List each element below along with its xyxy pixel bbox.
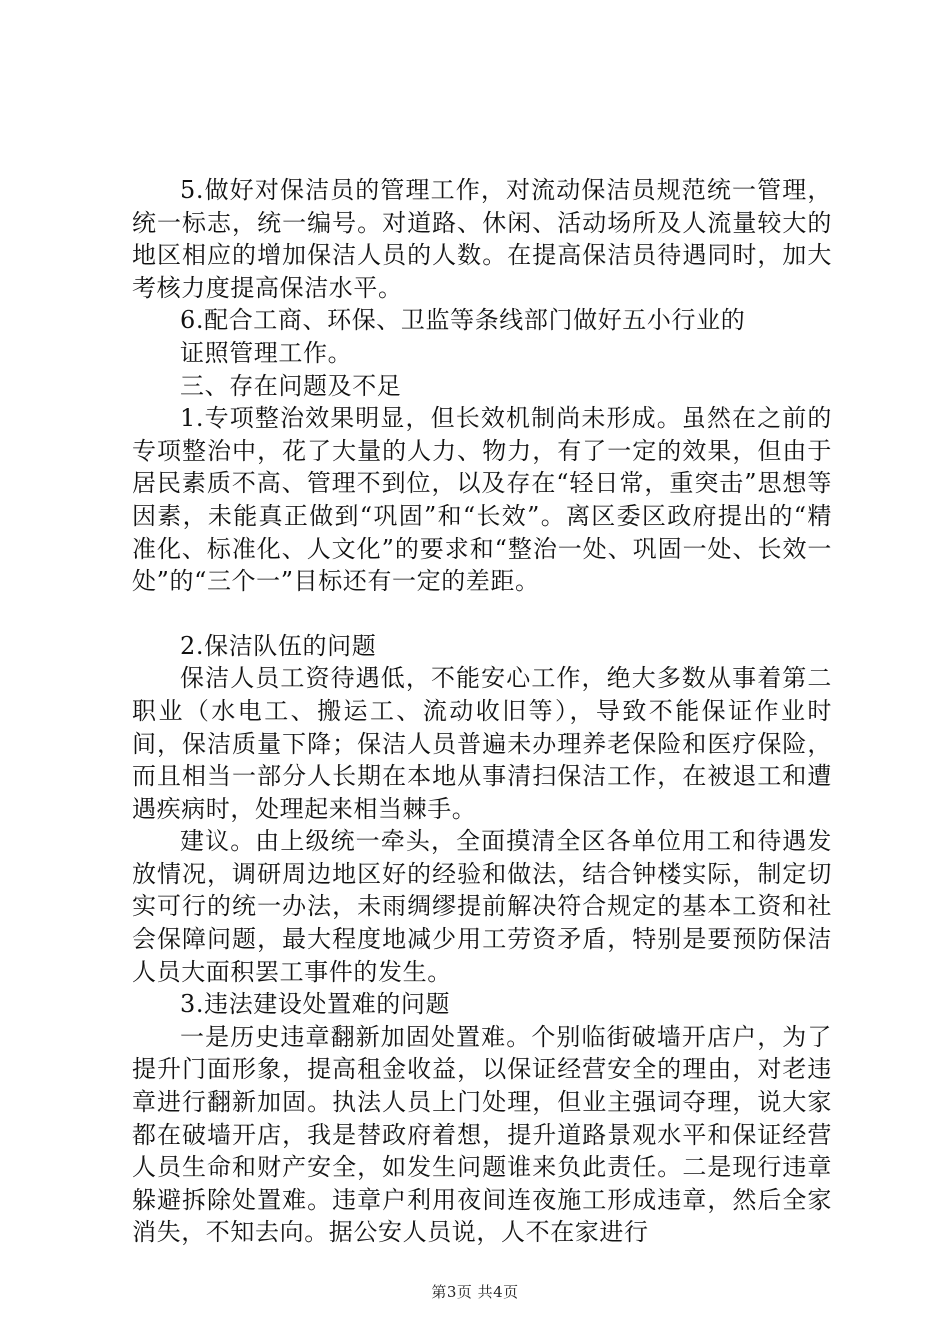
paragraph-cleaner-management: 5.做好对保洁员的管理工作，对流动保洁员规范统一管理，统一标志，统一编号。对道路、休闲、活动场所及人流量较大的地区相应的增加保洁人员的人数。在提高保洁员待遇同时，加大考核力度提高保洁水平。 <box>132 176 832 302</box>
paragraph-cooperate-departments: 6.配合工商、环保、卫监等条线部门做好五小行业的 <box>180 306 746 335</box>
subheading-illegal-construction: 3.违法建设处置难的问题 <box>180 990 451 1019</box>
paragraph-illegal-construction-detail: 一是历史违章翻新加固处置难。个别临街破墙开店户，为了提升门面形象，提高租金收益，以保证经营安全的理由，对老违章进行翻新加固。执法人员上门处理，但业主强词夺理，说大家都在破墙开店，我是替政府着想，提升道路景观水平和保证经营人员生命和财产安全，如发生问题谁来负此责任。二是现行违章躲避拆除处置难。违章户利用夜间连夜施工形成违章，然后全家消失，不知去向。据公安人员说，人不在家进行 <box>132 1022 832 1247</box>
subheading-cleaning-team: 2.保洁队伍的问题 <box>180 631 377 660</box>
paragraph-special-rectification: 1.专项整治效果明显，但长效机制尚未形成。虽然在之前的专项整治中，花了大量的人力、物力，有了一定的效果，但由于居民素质不高、管理不到位，以及存在“轻日常，重突击”思想等因素，未能真正做到“巩固”和“长效”。离区委区政府提出的“精准化、标准化、人文化”的要求和“整治一处、巩固一处、长效一处”的“三个一”目标还有一定的差距。 <box>132 404 832 596</box>
paragraph-suggestion: 建议。由上级统一牵头，全面摸清全区各单位用工和待遇发放情况，调研周边地区好的经验和做法，结合钟楼实际，制定切实可行的统一办法，未雨绸缪提前解决符合规定的基本工资和社会保障问题，最大程度地减少用工劳资矛盾，特别是要预防保洁人员大面积罢工事件的发生。 <box>132 827 832 986</box>
section-heading-problems: 三、存在问题及不足 <box>180 371 402 400</box>
paragraph-license-management: 证照管理工作。 <box>180 338 353 367</box>
paragraph-cleaner-wages: 保洁人员工资待遇低，不能安心工作，绝大多数从事着第二职业（水电工、搬运工、流动收旧等），导致不能保证作业时间，保洁质量下降；保洁人员普遍未办理养老保险和医疗保险，而且相当一部分人长期在本地从事清扫保洁工作，在被退工和遭遇疾病时，处理起来相当棘手。 <box>132 664 832 823</box>
page-footer: 第3页 共4页 <box>431 1283 519 1301</box>
document-body <box>132 174 832 1249</box>
